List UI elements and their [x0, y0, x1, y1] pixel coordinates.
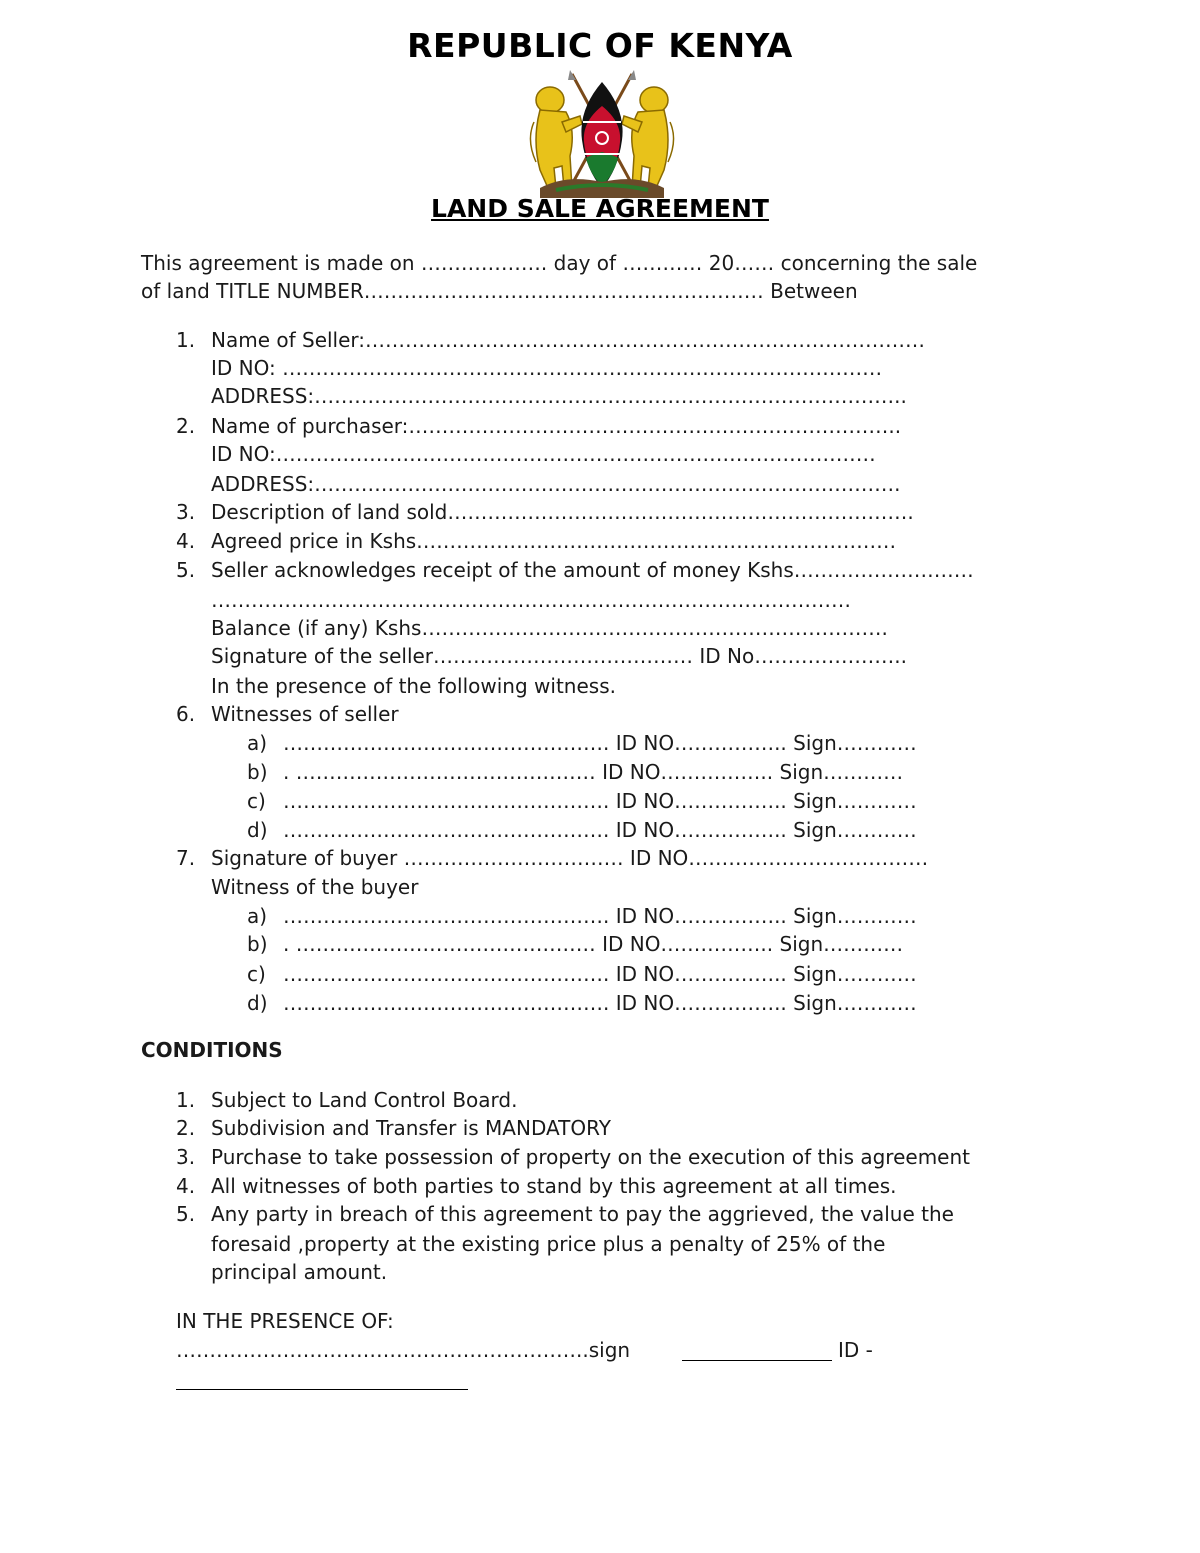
witness-label: d): [247, 818, 268, 842]
condition-item: Purchase to take possession of property on the execution of this agreement: [211, 1145, 970, 1169]
purchaser-name-field: Name of purchaser:………………………………………………………………..: [211, 414, 902, 438]
item-number: 3.: [176, 500, 196, 524]
seller-witness-line: …………………………………………. ID NO…………….. Sign…………: [283, 789, 917, 813]
balance-field: Balance (if any) Kshs…………………………………………………………….: [211, 616, 888, 640]
witness-label: c): [247, 789, 266, 813]
witness-label: a): [247, 731, 268, 755]
id-label: ID -: [838, 1338, 873, 1362]
item-number: 1.: [176, 328, 196, 352]
seller-witness-line: …………………………………………. ID NO…………….. Sign…………: [283, 731, 917, 755]
condition-item: All witnesses of both parties to stand by this agreement at all times.: [211, 1174, 897, 1198]
item-number: 6.: [176, 702, 196, 726]
seller-witness-line: . ……………………………………… ID NO…………….. Sign…………: [283, 760, 904, 784]
item-number: 2.: [176, 1116, 196, 1140]
presence-note: In the presence of the following witness.: [211, 674, 616, 698]
intro-line-1: This agreement is made on ………………. day of ………… 20…… concerning the sale: [141, 251, 978, 275]
condition-item: Subdivision and Transfer is MANDATORY: [211, 1116, 611, 1140]
document-heading: LAND SALE AGREEMENT: [431, 194, 769, 223]
witness-label: b): [247, 760, 268, 784]
receipt-field: Seller acknowledges receipt of the amount of money Kshs………………………: [211, 558, 974, 582]
item-number: 4.: [176, 1174, 196, 1198]
receipt-continuation: ……………………………………………………………………………………: [211, 588, 851, 612]
witness-label: c): [247, 962, 266, 986]
item-number: 5.: [176, 558, 196, 582]
buyer-witness-line: …………………………………………. ID NO…………….. Sign…………: [283, 962, 917, 986]
id-underline: [176, 1389, 468, 1390]
item-number: 4.: [176, 529, 196, 553]
item-number: 7.: [176, 846, 196, 870]
intro-line-2: of land TITLE NUMBER…………………………………………………… Between: [141, 279, 858, 303]
seller-name-field: Name of Seller:…………………………………………………………………………: [211, 328, 926, 352]
agreed-price-field: Agreed price in Kshs………………………………………………………………: [211, 529, 897, 553]
buyer-witness-line: …………………………………………. ID NO…………….. Sign…………: [283, 904, 917, 928]
item-number: 5.: [176, 1202, 196, 1226]
witness-label: a): [247, 904, 268, 928]
signature-underline: [682, 1360, 832, 1361]
page-title: REPUBLIC OF KENYA: [407, 26, 793, 65]
condition-item-continuation: principal amount.: [211, 1260, 388, 1284]
item-number: 2.: [176, 414, 196, 438]
item-number: 3.: [176, 1145, 196, 1169]
buyer-witness-line: . ……………………………………… ID NO…………….. Sign…………: [283, 932, 904, 956]
condition-item: Any party in breach of this agreement to pay the aggrieved, the value the: [211, 1202, 954, 1226]
sign-line: ……………………………………………………..sign: [176, 1338, 631, 1362]
conditions-heading: CONDITIONS: [141, 1038, 283, 1062]
witnesses-seller-heading: Witnesses of seller: [211, 702, 399, 726]
condition-item-continuation: foresaid ,property at the existing price plus a penalty of 25% of the: [211, 1232, 886, 1256]
seller-witness-line: …………………………………………. ID NO…………….. Sign…………: [283, 818, 917, 842]
item-number: 1.: [176, 1088, 196, 1112]
coat-of-arms-icon: [526, 70, 678, 200]
buyer-signature-field: Signature of buyer …………………………… ID NO………………………………: [211, 846, 929, 870]
seller-id-field: ID NO: ………………………………………………………………………………: [211, 356, 883, 380]
purchaser-id-field: ID NO:………………………………………………………………………………: [211, 442, 876, 466]
seller-address-field: ADDRESS:……………………………………………………………………………..: [211, 384, 907, 408]
seller-signature-field: Signature of the seller………………………………… ID No…………………..: [211, 644, 907, 668]
witness-label: d): [247, 991, 268, 1015]
witness-buyer-heading: Witness of the buyer: [211, 875, 419, 899]
witness-label: b): [247, 932, 268, 956]
buyer-witness-line: …………………………………………. ID NO…………….. Sign…………: [283, 991, 917, 1015]
land-description-field: Description of land sold…………………………………………………………….: [211, 500, 914, 524]
condition-item: Subject to Land Control Board.: [211, 1088, 518, 1112]
purchaser-address-field: ADDRESS:…………………………………………………………………………….: [211, 472, 901, 496]
presence-label: IN THE PRESENCE OF:: [176, 1309, 394, 1333]
